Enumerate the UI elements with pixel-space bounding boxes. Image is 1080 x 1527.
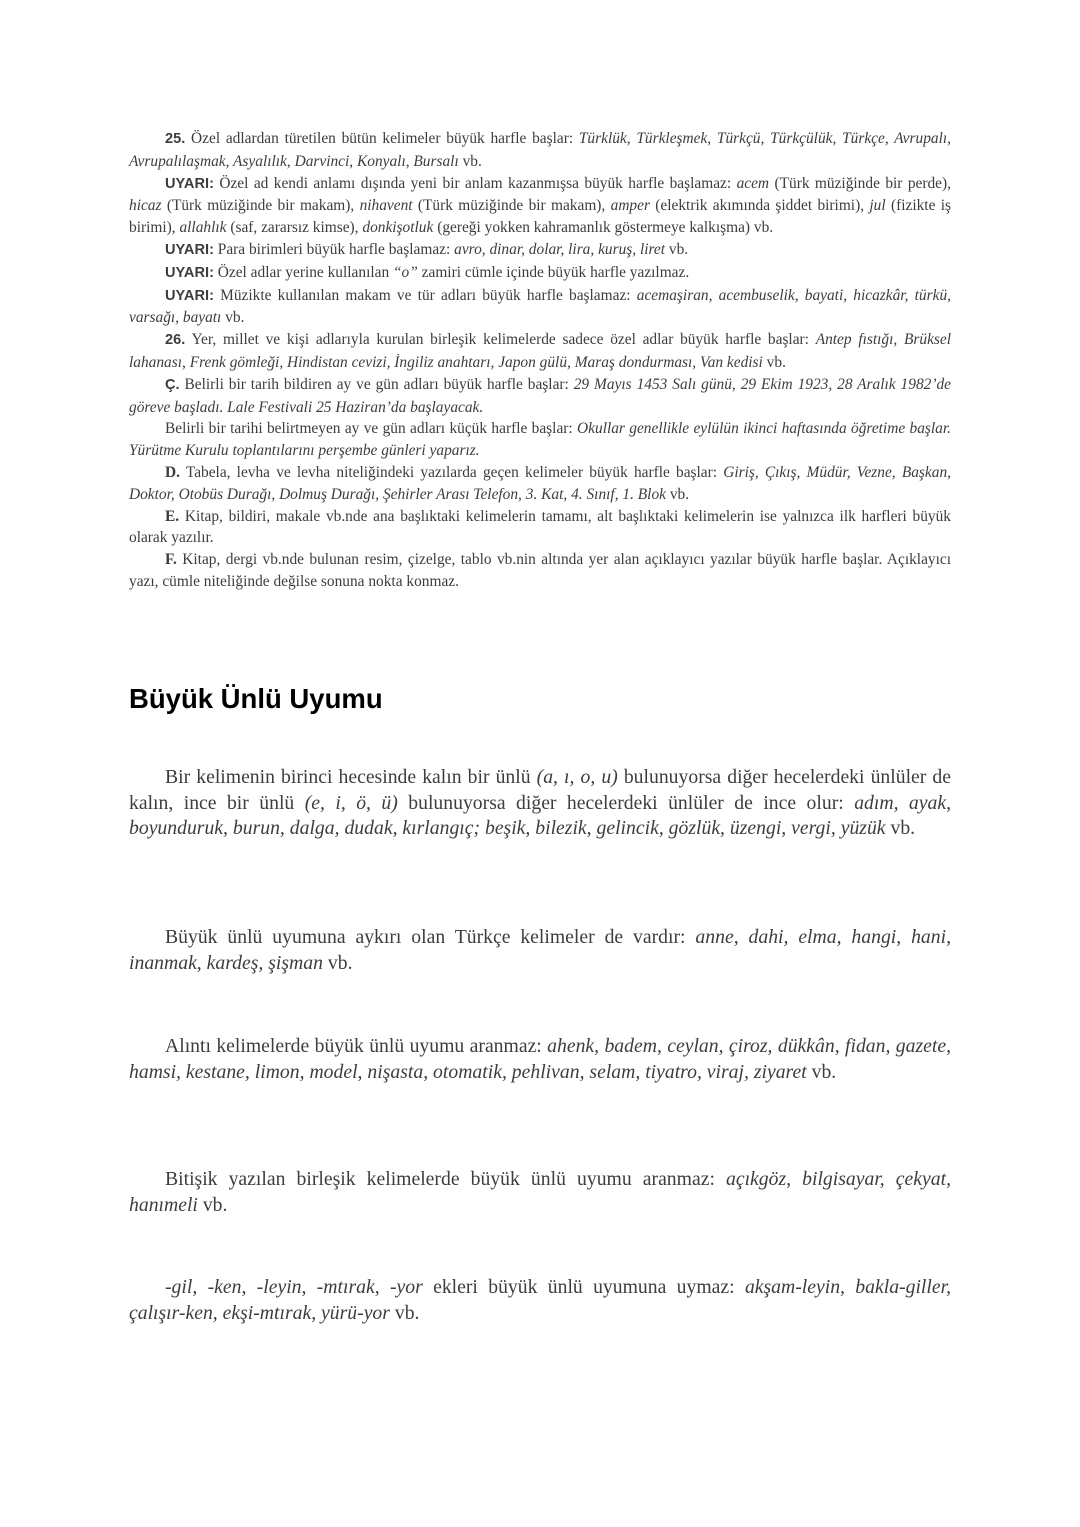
- rule-26: 26. Yer, millet ve kişi adlarıyla kurulan birleşik kelimelerde sadece özel adlar büyük harfle başlar: Antep fıstığı, Brüksel lahanası, Frenk gömleği, Hindistan cevizi, İngiliz anahtarı, Japon gülü, Maraş dondurması, Van kedisi vb.: [129, 331, 951, 371]
- rule-c-2: Belirli bir tarihi belirtmeyen ay ve gün adları küçük harfle başlar: Okullar genellikle eylülün ikinci haftasında öğretime başlar. Yürütme Kurulu toplantılarını perşembe günleri yaparız.: [129, 420, 951, 460]
- uyari-3: UYARI: Özel adlar yerine kullanılan “o” zamiri cümle içinde büyük harfle yazılmaz.: [165, 263, 690, 281]
- rule-c: Ç. Belirli bir tarih bildiren ay ve gün adları büyük harfle başlar: 29 Mayıs 1453 Salı günü, 29 Ekim 1923, 28 Aralık 1982’de göreve başladı. Lale Festivali 25 Haziran’da başlayacak.: [129, 375, 951, 416]
- uyari-2: UYARI: Para birimleri büyük harfle başlamaz: avro, dinar, dolar, lira, kuruş, liret vb.: [165, 240, 689, 258]
- paragraph-3: Alıntı kelimelerde büyük ünlü uyumu aranmaz: ahenk, badem, ceylan, çiroz, dükkân, fidan, gazete, hamsi, kestane, limon, model, nişasta, otomatik, pehlivan, selam, tiyatro, viraj, ziyaret vb.: [129, 1035, 951, 1083]
- rule-e: E. Kitap, bildiri, makale vb.nde ana başlıktaki kelimelerin tamamı, alt başlıktaki kelimelerin ise yalnızca ilk harfleri büyük olarak yazılır.: [129, 507, 951, 547]
- uyari-4: UYARI: Müzikte kullanılan makam ve tür adları büyük harfle başlamaz: acemaşiran, acembuselik, bayati, hicazkâr, türkü, varsağı, bayatı vb.: [129, 286, 951, 327]
- section-heading: Büyük Ünlü Uyumu: [129, 683, 383, 714]
- uyari-1: UYARI: Özel ad kendi anlamı dışında yeni bir anlam kazanmışsa büyük harfle başlamaz: acem (Türk müziğinde bir perde), hicaz (Türk müziğinde bir makam), nihavent (Türk müziğinde bir makam), amper (elektrik akımında şiddet birimi), jul (fizikte iş birimi), allahlık (saf, zararsız kimse), donkişotluk (gereği yokken kahramanlık göstermeye kalkışma) vb.: [129, 174, 952, 237]
- page: [129, 128, 952, 1324]
- rule-25: 25. Özel adlardan türetilen bütün kelimeler büyük harfle başlar: Türklük, Türkleşmek, Türkçü, Türkçülük, Türkçe, Avrupalı, Avrupalılaşmak, Asyalılık, Darvinci, Konyalı, Bursalı vb.: [129, 130, 951, 170]
- paragraph-4: Bitişik yazılan birleşik kelimelerde büyük ünlü uyumu aranmaz: açıkgöz, bilgisayar, çekyat, hanımeli vb.: [129, 1168, 951, 1216]
- rules-section: [129, 128, 951, 593]
- paragraph-1: Bir kelimenin birinci hecesinde kalın bir ünlü (a, ı, o, u) bulunuyorsa diğer hecelerdeki ünlüler de kalın, ince bir ünlü (e, i, ö, ü) bulunuyorsa diğer hecelerdeki ünlüler de ince olur: adım, ayak, boyunduruk, burun, dalga, dudak, kırlangıç; beşik, bilezik, gelincik, gözlük, üzengi, vergi, yüzük vb.: [129, 766, 952, 840]
- rule-d: D. Tabela, levha ve levha niteliğindeki yazılarda geçen kelimeler büyük harfle başlar: Giriş, Çıkış, Müdür, Vezne, Başkan, Doktor, Otobüs Durağı, Dolmuş Durağı, Şehirler Arası Telefon, 3. Kat, 4. Sınıf, 1. Blok vb.: [129, 463, 951, 503]
- paragraph-2: Büyük ünlü uyumuna aykırı olan Türkçe kelimeler de vardır: anne, dahi, elma, hangi, hani, inanmak, kardeş, şişman vb.: [129, 926, 951, 974]
- paragraph-5: -gil, -ken, -leyin, -mtırak, -yor ekleri büyük ünlü uyumuna uymaz: akşam-leyin, bakla-giller, çalışır-ken, ekşi-mtırak, yürü-yor vb.: [129, 1276, 951, 1324]
- rule-f: F. Kitap, dergi vb.nde bulunan resim, çizelge, tablo vb.nin altında yer alan açıklayıcı yazılar büyük harfle başlar. Açıklayıcı yazı, cümle niteliğinde değilse sonuna nokta konmaz.: [129, 551, 951, 590]
